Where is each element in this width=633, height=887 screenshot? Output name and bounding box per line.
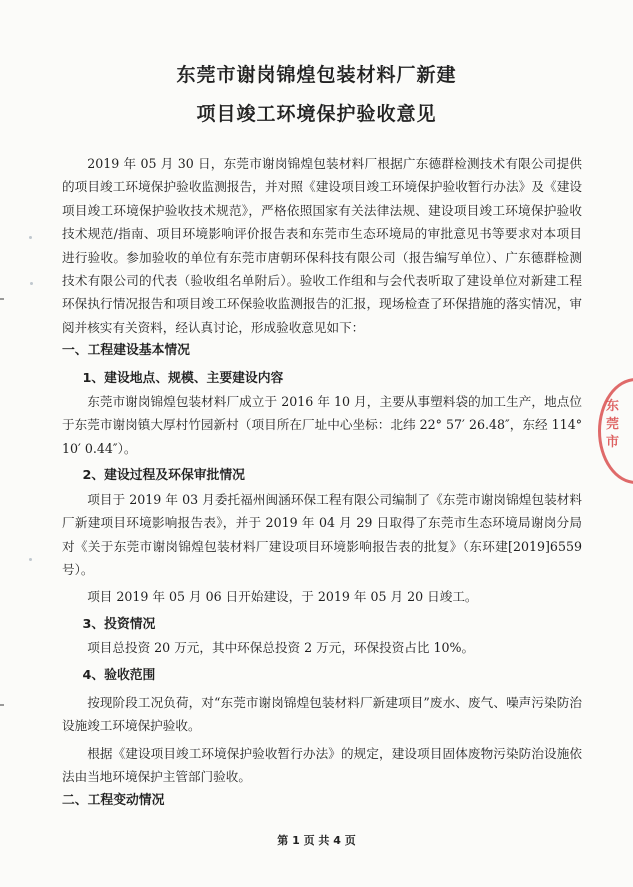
sub2-paragraph-1: 项目于 2019 年 03 月委托福州闽涵环保工程有限公司编制了《东莞市谢岗锦煌包装材料厂新建项目环境影响报告表》，并于 2019 年 04 月 29 日取得了东莞市生态环境局谢岗分局对《关于东莞市谢岗锦煌包装材料厂建设项目环境影响报告表的批复》（东环建[2019]6559 号）。 [62,491,582,577]
document-title-line2: 项目竣工环境保护验收意见 [196,103,437,125]
scan-speck [29,236,32,239]
scan-speck [30,282,33,285]
document-title-line1: 东莞市谢岗锦煌包装材料厂新建 [176,64,457,86]
sub3-heading: 3、投资情况 [82,616,156,632]
section1-heading: 一、工程建设基本情况 [62,343,190,359]
sub1-paragraph: 东莞市谢岗锦煌包装材料厂成立于 2016 年 10 月，主要从事塑料袋的加工生产，地点位于东莞市谢岗镇大厚村竹园新村（项目所在厂址中心坐标：北纬 22° 57′ 26.48″，东经 114° 10′ 0.44″）。 [62,394,582,456]
scan-edge-mark [0,298,4,300]
sub3-paragraph: 项目总投资 20 万元，其中环保总投资 2 万元，环保投资占比 10%。 [87,640,475,656]
sub4-paragraph-1: 按现阶段工况负荷，对“东莞市谢岗锦煌包装材料厂新建项目”废水、废气、噪声污染防治设施竣工环境保护验收。 [62,694,582,734]
page-number: 第 1 页 共 4 页 [277,834,356,847]
sub1-heading: 1、建设地点、规模、主要建设内容 [82,370,284,386]
scan-speck [29,558,32,561]
intro-paragraph: 2019 年 05 月 30 日，东莞市谢岗锦煌包装材料厂根据广东德群检测技术有限公司提供的项目竣工环境保护验收监测报告，并对照《建设项目竣工环境保护验收暂行办法》及《建设项目竣工环境保护验收技术规范》，严格依照国家有关法律法规、建设项目竣工环境保护验收技术规范/指南、项目环境影响评价报告表和东莞市生态环境局的审批意见书等要求对本项目进行验收。参加验收的单位有东莞市唐朝环保科技有限公司（报告编写单位）、广东德群检测技术有限公司的代表（验收组名单附后）。验收工作组和与会代表听取了建设单位对新建工程环保执行情况报告和项目竣工环保验收监测报告的汇报，现场检查了环保措施的落实情况，审阅并核实有关资料，经认真讨论，形成验收意见如下： [62,156,582,335]
section2-heading: 二、工程变动情况 [62,792,165,808]
document-body [62,152,582,812]
sub2-heading: 2、建设过程及环保审批情况 [82,468,245,484]
sub2-paragraph-2: 项目 2019 年 05 月 06 日开始建设，于 2019 年 05 月 20 日竣工。 [87,589,478,605]
sub4-paragraph-2: 根据《建设项目竣工环境保护验收暂行办法》的规定，建设项目固体废物污染防治设施依法由当地环境保护主管部门验收。 [62,745,582,785]
sub4-heading: 4、验收范围 [82,667,156,683]
scan-edge-mark [0,704,4,706]
company-seal-text: 东 莞 市 [606,399,620,450]
